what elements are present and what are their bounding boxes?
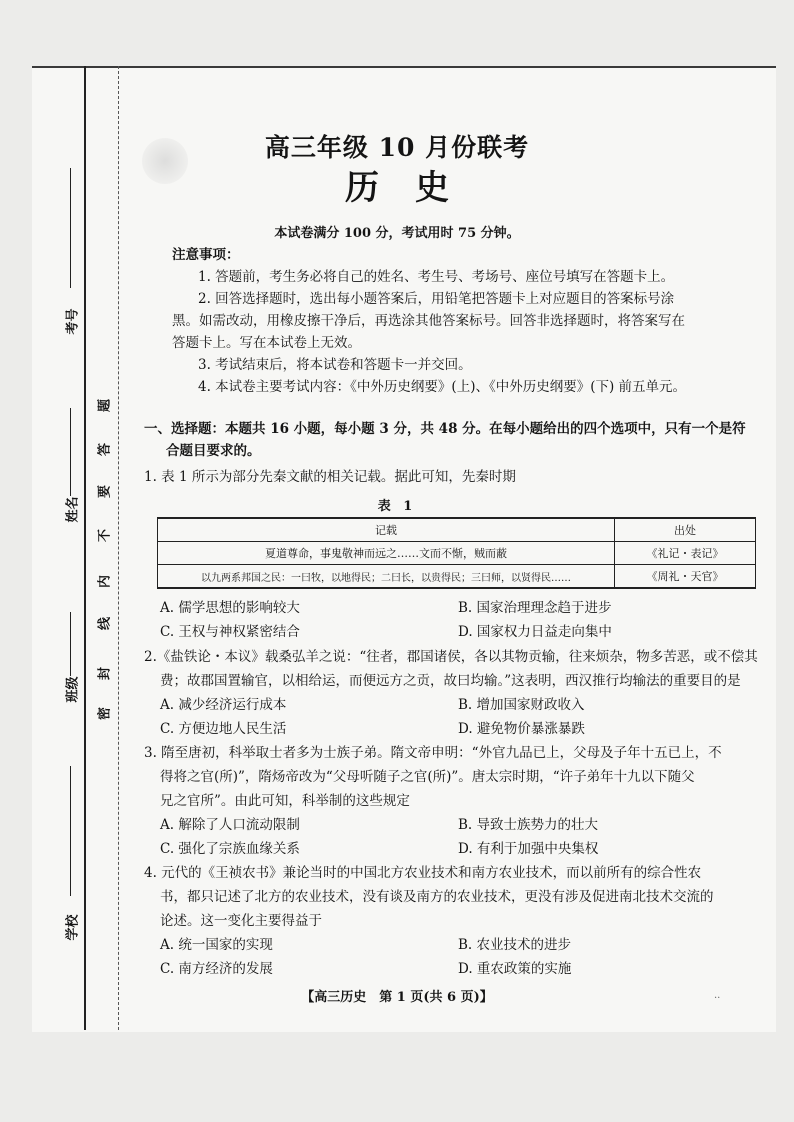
seal-char: 内 — [97, 575, 113, 589]
option: D. 有利于加强中央集权 — [458, 841, 599, 857]
note-line: 3. 考试结束后，将本试卷和答题卡一并交回。 — [198, 357, 472, 373]
option: A. 统一国家的实现 — [160, 937, 273, 953]
exam-info: 本试卷满分 100 分，考试用时 75 分钟。 — [274, 226, 520, 241]
binding-line — [84, 66, 86, 1030]
question-4-stem: 4. 元代的《王祯农书》兼论当时的中国北方农业技术和南方农业技术，而以前所有的综合性农 — [144, 865, 702, 881]
note-line: 黑。如需改动，用橡皮擦干净后，再选涂其他答案标号。回答非选择题时，将答案写在 — [172, 313, 685, 329]
option: A. 儒学思想的影响较大 — [160, 600, 300, 616]
table-row — [158, 565, 756, 589]
page-footer: 【高三历史 第 1 页(共 6 页)】 — [301, 990, 493, 1005]
school-blank — [70, 766, 71, 896]
seal-char: 不 — [97, 529, 113, 543]
section-heading: 合题目要求的。 — [166, 443, 261, 459]
option: C. 强化了宗族血缘关系 — [160, 841, 300, 857]
note-line: 4. 本试卷主要考试内容：《中外历史纲要》(上)、《中外历史纲要》(下) 前五单元。 — [198, 379, 687, 395]
table-header: 出处 — [615, 518, 756, 542]
question-3-stem: 兄之官所”。由此可知，科举制的这些规定 — [160, 793, 410, 809]
seal-line — [118, 66, 119, 1030]
option: C. 南方经济的发展 — [160, 961, 273, 977]
exam-title: 高三年级 10 月份联考 — [264, 133, 530, 162]
question-3-stem: 得将之官(所)”，隋炀帝改为“父母听随子之官(所)”。唐太宗时期，“许子弟年十九以下随父 — [160, 769, 695, 785]
question-2-stem: 2.《盐铁论・本议》载桑弘羊之说：“往者，郡国诸侯，各以其物贡输，往来烦杂，物多苦恶，或不偿其 — [144, 649, 758, 665]
option: D. 避免物价暴涨暴跌 — [458, 721, 585, 737]
table-header: 记载 — [158, 518, 615, 542]
option: D. 国家权力日益走向集中 — [458, 624, 612, 640]
option: C. 王权与神权紧密结合 — [160, 624, 300, 640]
option: C. 方便边地人民生活 — [160, 721, 287, 737]
table-1 — [157, 517, 756, 589]
note-line: 2. 回答选择题时，选出每小题答案后，用铅笔把答题卡上对应题目的答案标号涂 — [198, 291, 675, 307]
note-line: 1. 答题前，考生务必将自己的姓名、考生号、考场号、座位号填写在答题卡上。 — [198, 269, 675, 285]
option: B. 导致士族势力的壮大 — [458, 817, 599, 833]
class-label: 班级 — [65, 676, 81, 703]
option: B. 国家治理理念趋于进步 — [458, 600, 612, 616]
question-2-stem: 费；故郡国置输官，以相给运，而便远方之贡，故曰均输。”这表明，西汉推行均输法的重要目的是 — [160, 673, 741, 689]
table-cell: 以九两系邦国之民：一曰牧，以地得民；二曰长，以贵得民；三曰师，以贤得民…… — [158, 565, 615, 589]
table-cell: 《礼记・表记》 — [615, 542, 756, 565]
question-4-stem: 书，都只记述了北方的农业技术，没有谈及南方的农业技术，更没有涉及促进南北技术交流的 — [160, 889, 714, 905]
table-caption: 表 1 — [377, 499, 417, 514]
section-heading: 一、选择题：本题共 16 小题，每小题 3 分，共 48 分。在每小题给出的四个选项中，只有一个是符 — [144, 421, 746, 437]
seal-char: 密 — [97, 707, 113, 721]
seal-char: 封 — [97, 667, 113, 681]
table-row — [158, 542, 756, 565]
question-1-stem: 1. 表 1 所示为部分先秦文献的相关记载。据此可知，先秦时期 — [144, 469, 516, 485]
option: A. 减少经济运行成本 — [160, 697, 287, 713]
name-blank — [70, 408, 71, 496]
exam-no-label: 考号 — [65, 308, 81, 335]
table-cell: 《周礼・天官》 — [615, 565, 756, 589]
table-cell: 夏道尊命，事鬼敬神而远之……文而不惭，贼而蔽 — [158, 542, 615, 565]
notes-heading: 注意事项： — [172, 247, 240, 263]
option: D. 重农政策的实施 — [458, 961, 572, 977]
seal-char: 线 — [97, 617, 113, 631]
corner-mark: .. — [714, 990, 721, 1001]
name-label: 姓名 — [65, 496, 81, 523]
option: B. 增加国家财政收入 — [458, 697, 585, 713]
question-4-stem: 论述。这一变化主要得益于 — [160, 913, 322, 929]
question-3-stem: 3. 隋至唐初，科举取士者多为士族子弟。隋文帝申明：“外官九品已上，父母及子年十五已上，不 — [144, 745, 722, 761]
note-line: 答题卡上。写在本试卷上无效。 — [172, 335, 361, 351]
seal-char: 答 — [97, 443, 113, 457]
option: B. 农业技术的进步 — [458, 937, 572, 953]
subject-title: 历史 — [345, 168, 485, 208]
seal-char: 要 — [97, 485, 113, 499]
option: A. 解除了人口流动限制 — [160, 817, 300, 833]
seal-char: 题 — [97, 399, 113, 413]
class-blank — [70, 612, 71, 676]
school-label: 学校 — [65, 914, 81, 941]
